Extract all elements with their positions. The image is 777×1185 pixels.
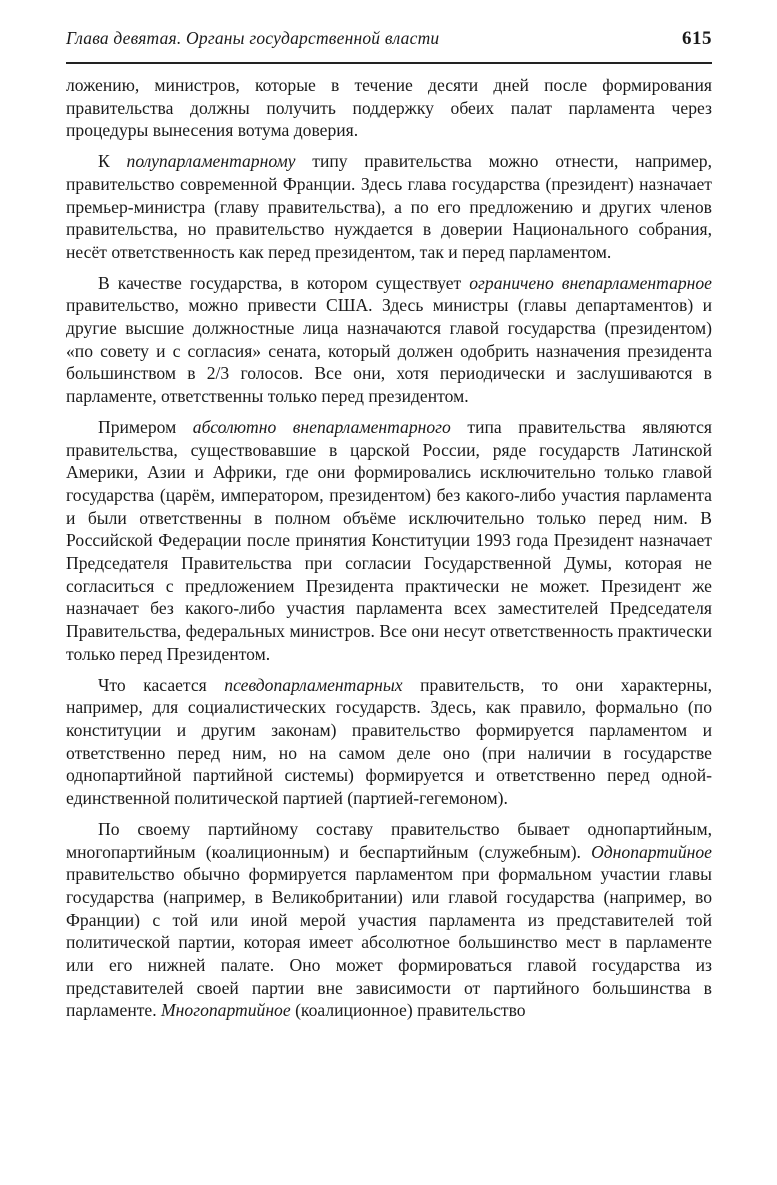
italic-term: полупарламентарному [126,151,296,172]
header-rule [66,62,712,64]
paragraph [66,416,712,666]
book-page [66,28,712,1022]
paragraph [66,272,712,408]
running-title: Глава девятая. Органы государственной власти [66,28,440,48]
italic-term: Многопартийное [161,1000,291,1021]
body-text [66,74,712,1022]
page-number: 615 [682,28,712,49]
text-run: Примером [98,416,193,437]
paragraph [66,74,712,142]
text-run: типу правительства можно отнести, например, правительство современной Франции. Здесь глава государства (президент) назначает премьер-министра (главу правительства), а по его предложению и других членов правительства, но правительство нуждается в доверии Национального собрания, несёт ответственность как перед президентом, так и перед парламентом. [66,151,712,262]
text-run: По своему партийному составу правительство бывает однопартийным, многопартийным (коалиционным) и беспартийным (служебным). [66,818,712,862]
text-run: В качестве государства, в котором существует [98,272,470,293]
text-run: правительств, то они характерны, например, для социалистических государств. Здесь, как правило, формально (по конституции и другим законам) правительство формируется парламентом и ответственно перед ним, но на самом деле оно (при наличии в государстве однопартийной партийной системы) формируется и ответственно перед одной-единственной политической партией (партией-гегемоном). [66,674,712,809]
text-run: К [98,151,127,172]
text-run: типа правительства являются правительства, существовавшие в царской России, ряде государств Латинской Америки, Азии и Африки, где они формировались исключительно только главой государства (царём, императором, президентом) без какого-либо участия парламента и были ответственны в полном объёме исключительно только перед ним. В Российской Федерации после принятия Конституции 1993 года Президент назначает Председателя Правительства при согласии Государственной Думы, которая не согласиться с предложением Президента практически не может. Президент же назначает без какого-либо участия парламента всех заместителей Председателя Правительства, федеральных министров. Все они несут ответственность практически только перед Президентом. [66,416,712,664]
italic-term: Однопартийное [591,841,712,862]
paragraph [66,150,712,264]
text-run: Что касается [98,674,225,695]
italic-term: псевдопарламентарных [224,674,403,695]
italic-term: абсолютно внепарламентарного [192,416,451,437]
text-run: правительство обычно формируется парламентом при формальном участии главы государства (например, в Великобритании) или главой государства (например, во Франции) с той или иной мерой участия парламента из представителей той политической партии, которая имеет абсолютное большинство мест в парламенте или его нижней палате. Оно может формироваться главой государства из представителей своей партии вне зависимости от партийного большинства в парламенте. [66,864,712,1021]
text-run: правительство, можно привести США. Здесь министры (главы департаментов) и другие высшие должностные лица назначаются главой государства (президентом) «по совету и с согласия» сената, который должен одобрить назначения президента большинством в 2/3 голосов. Все они, хотя периодически и заслушиваются в парламенте, ответственны только перед президентом. [66,295,712,407]
paragraph [66,674,712,810]
page-header [66,28,712,62]
text-run: ложению, министров, которые в течение десяти дней после формирования правительства должны получить поддержку обеих палат парламента через процедуры вынесения вотума доверия. [66,75,712,141]
text-run: (коалиционное) правительство [290,1000,526,1021]
paragraph [66,818,712,1022]
italic-term: ограничено внепарламентарное [469,272,712,293]
